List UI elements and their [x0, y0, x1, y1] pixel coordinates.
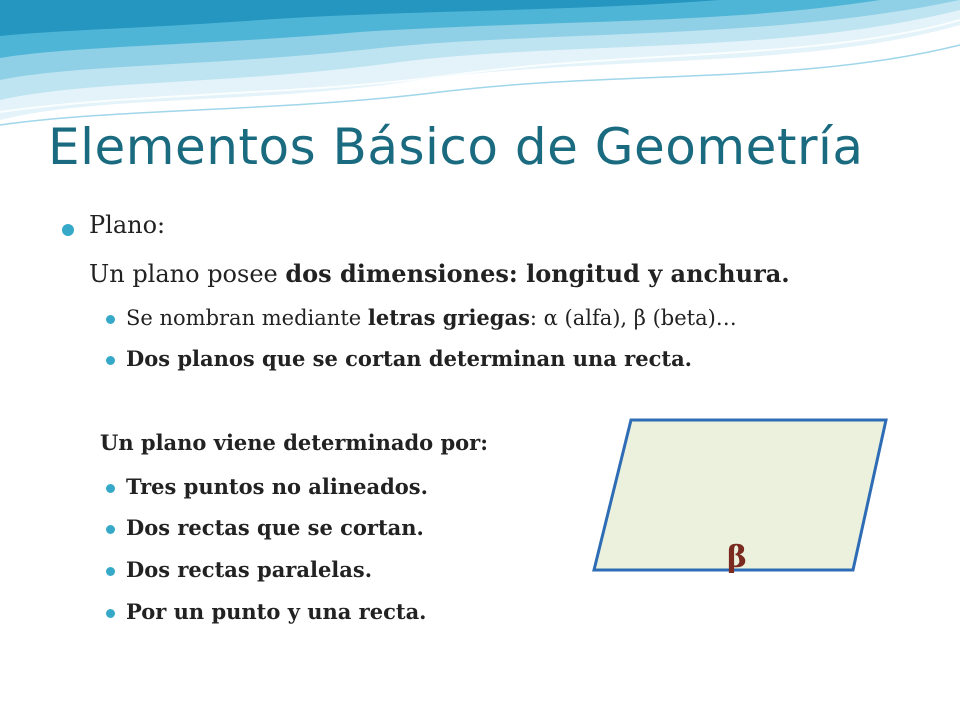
bullet-icon [106, 356, 115, 365]
naming-note [126, 305, 737, 330]
list-item: Dos rectas que se cortan. [126, 515, 424, 540]
header-wave-decoration [0, 0, 960, 130]
intersection-note: Dos planos que se cortan determinan una recta. [126, 346, 692, 371]
plane-beta-label: β [727, 540, 747, 575]
list-item: Tres puntos no alineados. [126, 474, 428, 499]
list-item: Dos rectas paralelas. [126, 557, 373, 582]
page-title: Elementos Básico de Geometría [48, 118, 864, 176]
bullet-icon [62, 224, 74, 236]
bullet-icon [106, 484, 115, 493]
definition-prefix: Un plano posee [89, 260, 286, 288]
bullet-icon [106, 609, 115, 618]
naming-suffix: : α (alfa), β (beta)… [529, 306, 737, 330]
naming-bold: letras griegas [367, 305, 530, 330]
determined-by-heading: Un plano viene determinado por: [100, 430, 488, 455]
bullet-icon [106, 315, 115, 324]
plano-label: Plano: [89, 211, 166, 239]
naming-prefix: Se nombran mediante [126, 306, 368, 330]
plane-definition [89, 259, 790, 288]
definition-bold: dos dimensiones: longitud y anchura. [285, 259, 790, 288]
list-item: Por un punto y una recta. [126, 599, 427, 624]
bullet-icon [106, 525, 115, 534]
bullet-icon [106, 567, 115, 576]
